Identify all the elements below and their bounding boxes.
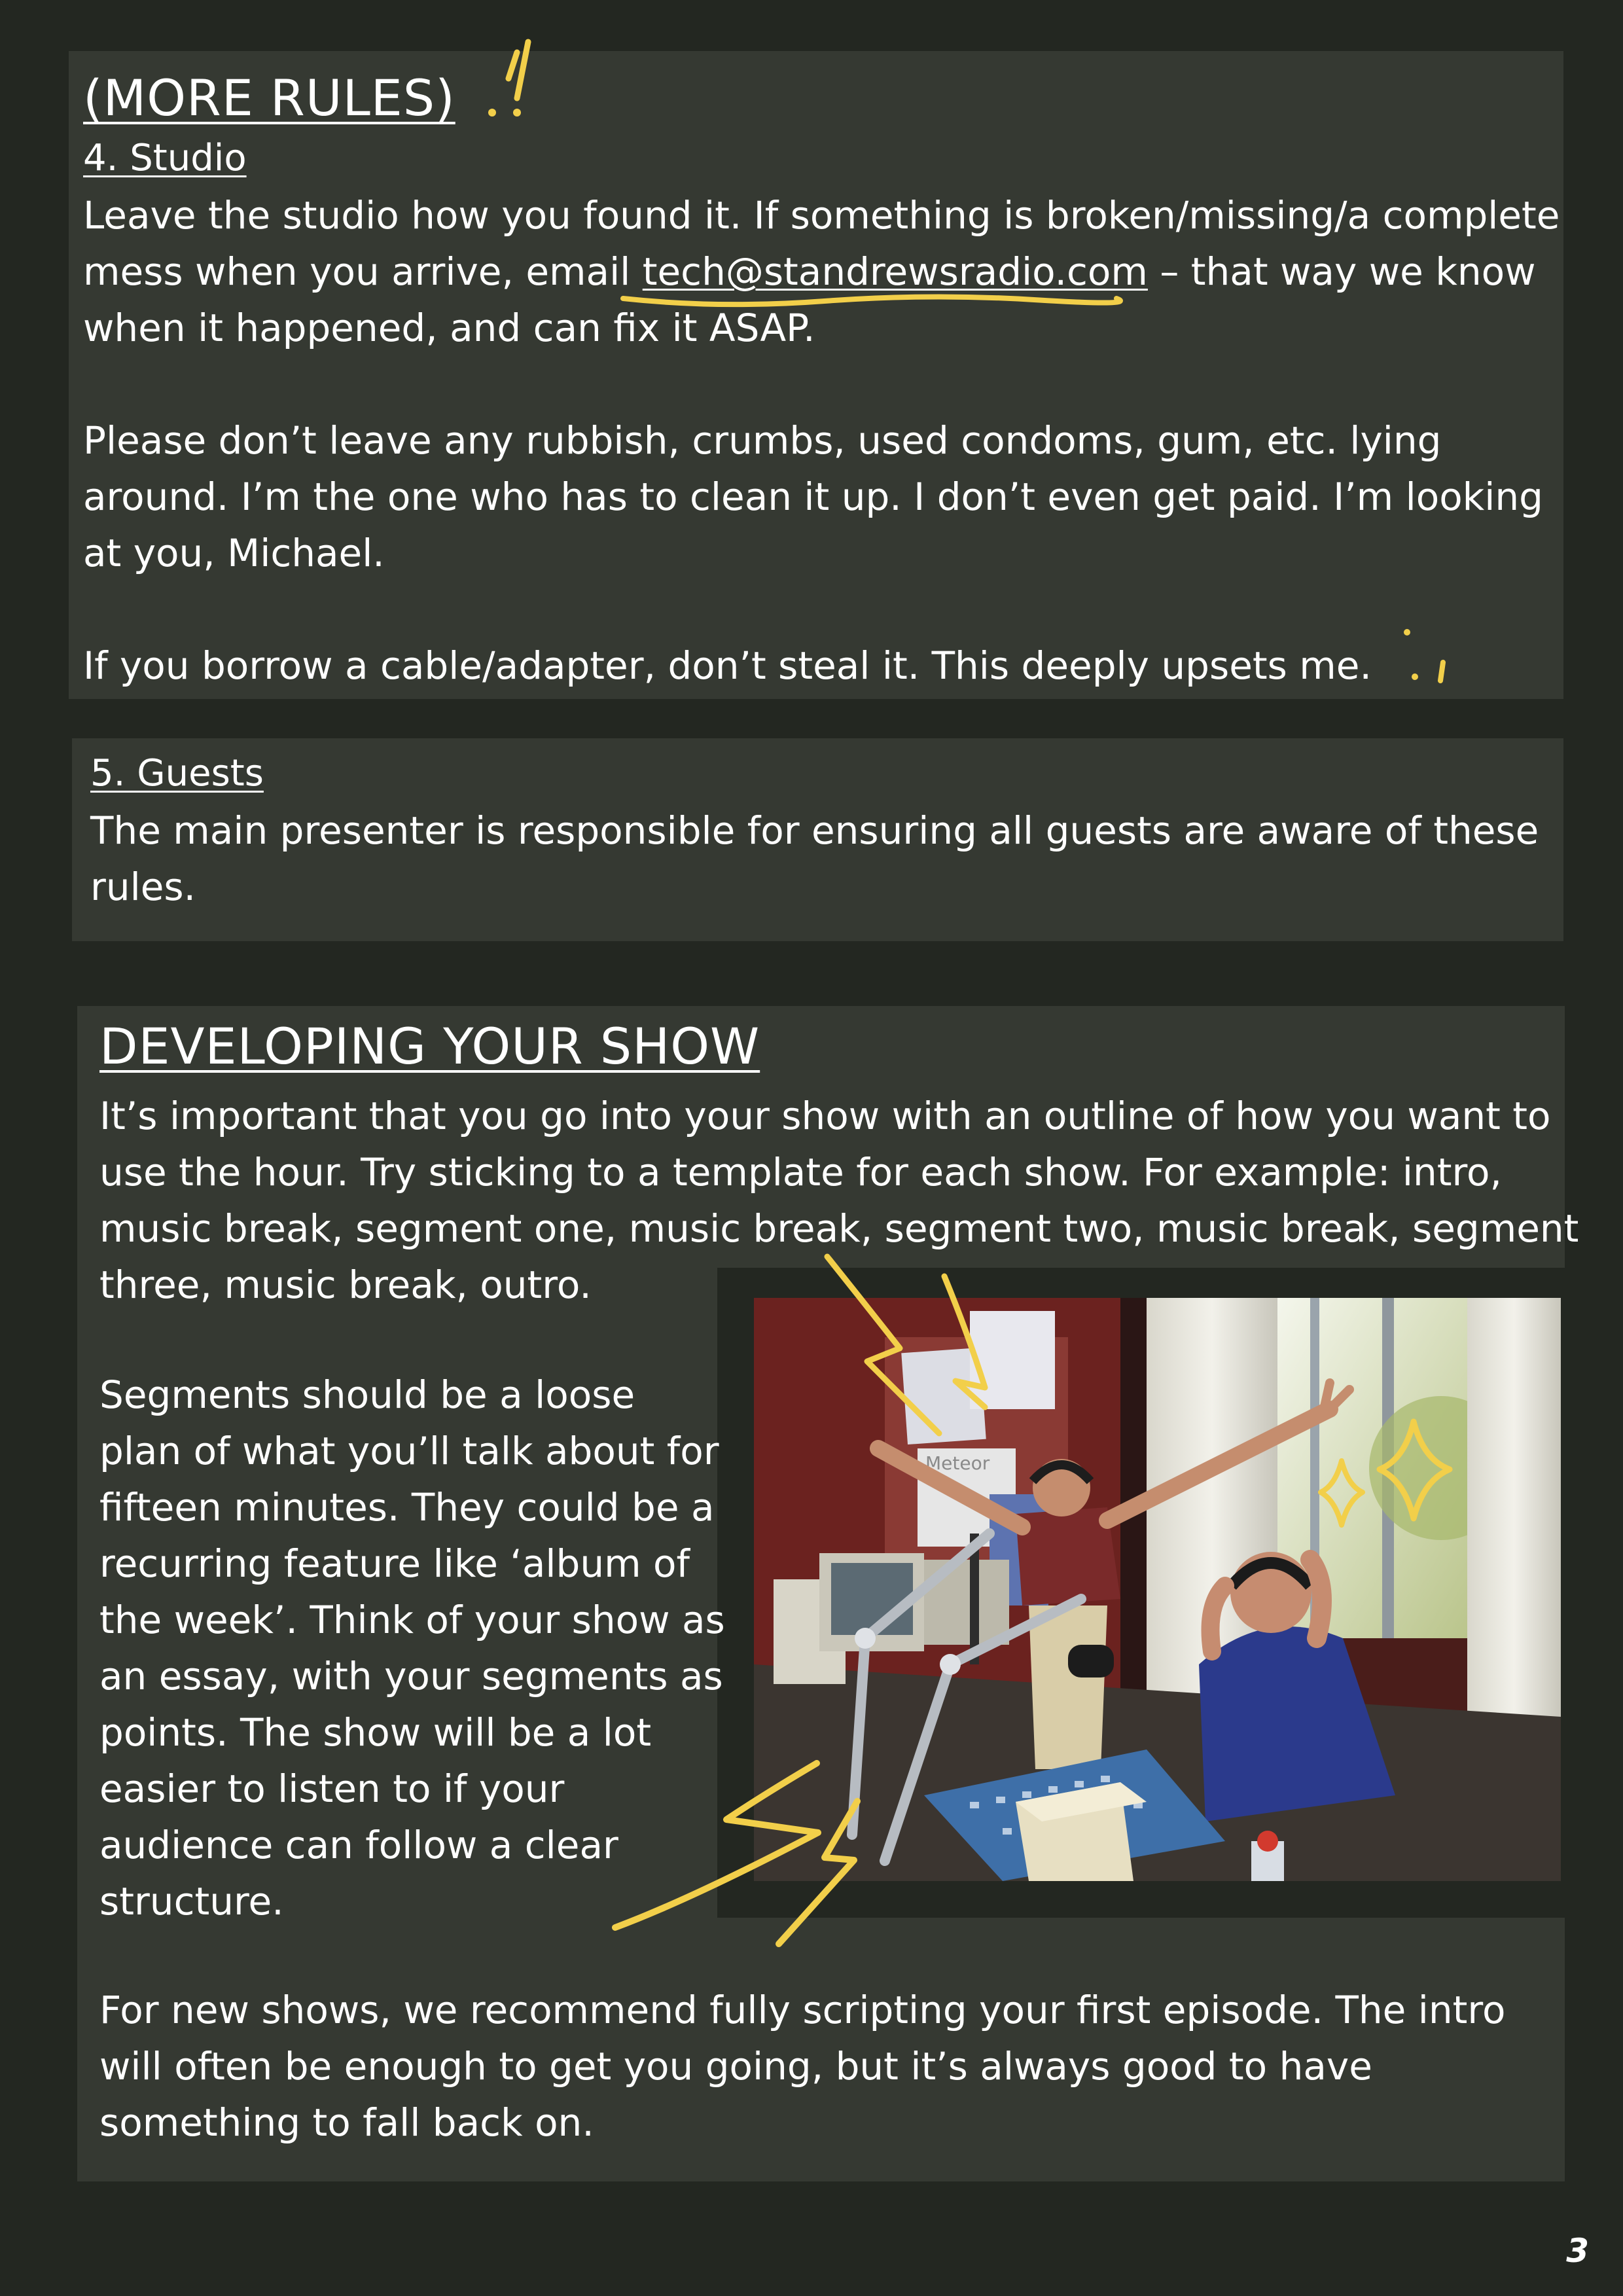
segments-line: easier to listen to if your xyxy=(99,1767,565,1811)
studio-paragraph-1-start: Leave the studio how you found it. If something is broken/missing/a complete mess when you arrive, email xyxy=(83,193,1560,294)
intro-line: It’s important that you go into your show with an outline of how you want to xyxy=(99,1094,1551,1138)
more-rules-heading: (MORE RULES) xyxy=(83,69,455,127)
studio-paragraph-1-end: – that way we know when it happened, and can fix it ASAP. xyxy=(83,249,1536,350)
guests-heading: 5. Guests xyxy=(90,752,264,795)
studio-photo-illustration xyxy=(754,1298,1561,1881)
segments-line: audience can follow a clear xyxy=(99,1823,618,1867)
studio-rules-panel xyxy=(69,51,1563,699)
segments-line: Segments should be a loose xyxy=(99,1372,635,1417)
segments-line: plan of what you’ll talk about for xyxy=(99,1429,719,1473)
studio-photo xyxy=(754,1298,1561,1881)
segments-line: recurring feature like ‘album of xyxy=(99,1541,690,1586)
studio-body xyxy=(83,187,1569,694)
segments-line: an essay, with your segments as xyxy=(99,1654,723,1698)
developing-closing: For new shows, we recommend fully scripting your first episode. The intro will often be enough to get you going, but it’s always good to have something to fall back on. xyxy=(99,1988,1506,2145)
developing-segments xyxy=(99,1367,725,1929)
whiteboard-text: Meteor xyxy=(925,1452,990,1474)
tech-email-link[interactable]: tech@standrewsradio.com xyxy=(642,249,1148,294)
studio-paragraph-2: Please don’t leave any rubbish, crumbs, used condoms, gum, etc. lying around. I’m the one who has to clean it up. I don’t even get paid. I’m looking at you, Michael. xyxy=(83,418,1543,575)
segments-line: points. The show will be a lot xyxy=(99,1710,652,1755)
studio-paragraph-3: If you borrow a cable/adapter, don’t steal it. This deeply upsets me. xyxy=(83,643,1372,688)
guests-text: The main presenter is responsible for ensuring all guests are aware of these rules. xyxy=(90,808,1539,909)
intro-line: music break, segment one, music break, segment two, music break, segment xyxy=(99,1206,1579,1251)
developing-intro xyxy=(99,1088,1579,1313)
studio-heading: 4. Studio xyxy=(83,137,247,179)
intro-line: three, music break, outro. xyxy=(99,1263,592,1307)
developing-heading: DEVELOPING YOUR SHOW xyxy=(99,1017,760,1075)
segments-line: fifteen minutes. They could be a xyxy=(99,1485,715,1530)
guests-panel xyxy=(72,738,1563,941)
studio-paragraph-1 xyxy=(83,187,1569,356)
intro-line: use the hour. Try sticking to a template for each show. For example: intro, xyxy=(99,1150,1502,1194)
segments-line: structure. xyxy=(99,1879,284,1924)
segments-line: the week’. Think of your show as xyxy=(99,1598,725,1642)
page-number: 3 xyxy=(1566,2232,1589,2270)
